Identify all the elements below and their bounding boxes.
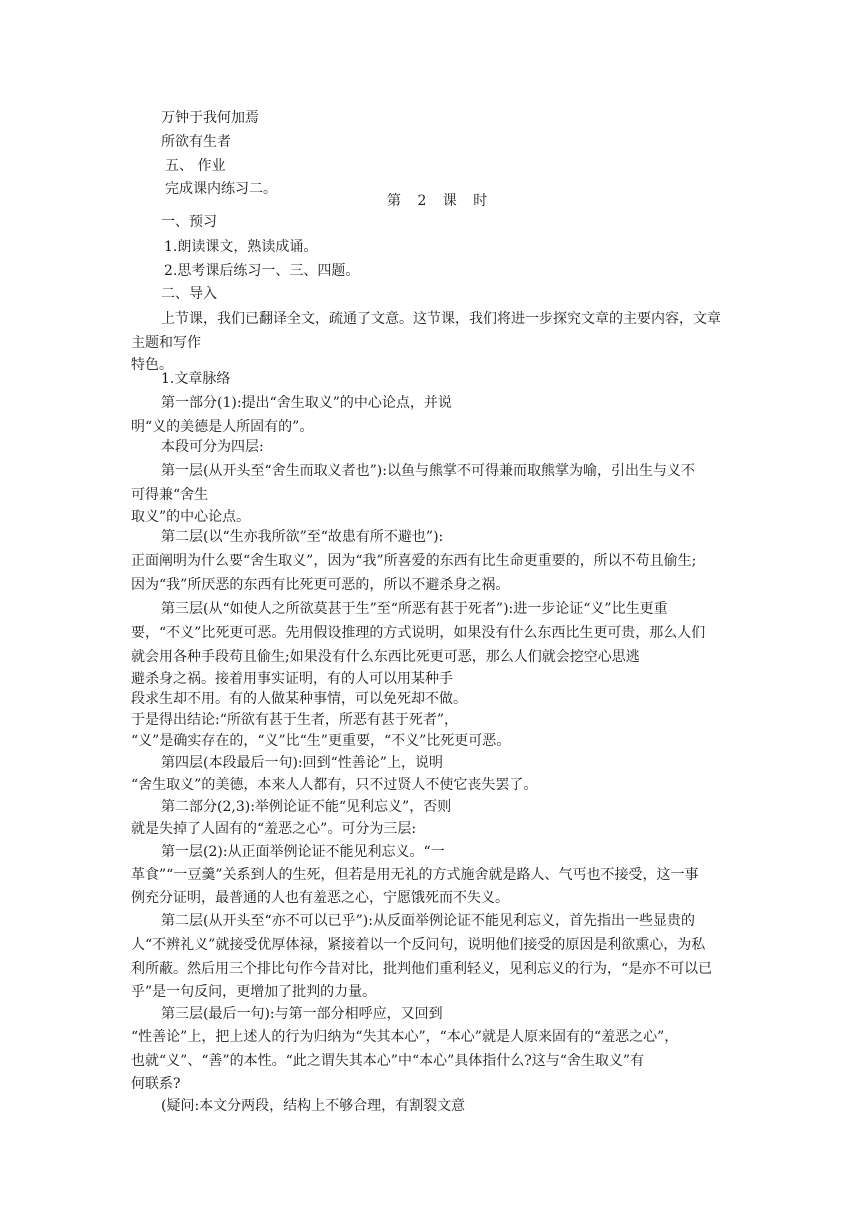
text-line: 第四层(本段最后一句):回到“性善论”上，说明: [161, 755, 443, 771]
text-line: 第一层(从开头至“舍生而取义者也”):以鱼与熊掌不可得兼而取熊掌为喻，引出生与义不: [161, 463, 695, 479]
text-line: 于是得出结论:“所欲有甚于生者，所恶有甚于死者”，: [131, 712, 459, 728]
text-line: “舍生取义”的美德，本来人人都有，只不过贤人不使它丧失罢了。: [131, 777, 538, 793]
text-line: 特色。: [131, 357, 173, 373]
text-line: 主题和写作: [131, 335, 201, 351]
text-line: 就是失掉了人固有的“羞恶之心”。可分为三层:: [131, 821, 417, 837]
text-line: 取义”的中心论点。: [131, 509, 251, 525]
text-line: 也就“义”、“善”的本性。“此之谓失其本心”中“本心”具体指什么?这与“舍生取义”有: [131, 1053, 645, 1069]
text-line: 第一部分(1):提出“舍生取义”的中心论点，并说: [161, 395, 452, 411]
text-line: 段求生却不用。有的人做某种事情，可以免死却不做。: [131, 691, 467, 707]
text-line: 革食”“一豆羹”关系到人的生死，但若是用无礼的方式施舍就是路人、气丐也不接受，这一事: [131, 867, 699, 883]
text-line: 要，“不义”比死更可恶。先用假设推理的方式说明，如果没有什么东西比生更可贵，那么人们: [131, 625, 706, 641]
section-heading: 一、预习: [161, 214, 217, 230]
text-line: 正面阐明为什么要“舍生取义”，因为“我”所喜爱的东西有比生命更重要的，所以不苟且偷生;: [131, 553, 697, 569]
text-line: 上节课，我们已翻译全文，疏通了文意。这节课，我们将进一步探究文章的主要内容，文章: [161, 311, 721, 327]
text-line: 万钟于我何加焉: [161, 110, 259, 126]
text-line: 2.思考课后练习一、三、四题。: [164, 263, 360, 279]
text-line: “义”是确实存在的，“义”比“生”更重要，“不义”比死更可恶。: [131, 733, 511, 749]
lesson-title: 第 2 课 时: [387, 193, 494, 209]
section-heading: 1.文章脉络: [161, 371, 231, 387]
text-line: 1.朗读课文，熟读成诵。: [164, 239, 318, 255]
text-line: 本段可分为四层:: [161, 439, 264, 455]
text-line: 例充分证明，最普通的人也有羞恶之心，宁愿饿死而不失义。: [131, 890, 509, 906]
text-line: 第二层(从开头至“亦不可以已乎”):从反面举例论证不能见利忘义，首先指出一些显贵的: [161, 913, 695, 929]
text-line: 避杀身之祸。接着用事实证明，有的人可以用某种手: [131, 671, 453, 687]
text-line: “性善论”上，把上述人的行为归纳为“失其本心”，“本心”就是人原来固有的“羞恶之心”，: [131, 1029, 679, 1045]
text-line: 第三层(从“如使人之所欲莫甚于生”至“所恶有甚于死者”):进一步论证“义”比生更重: [161, 601, 668, 617]
section-heading: 二、导入: [161, 286, 217, 302]
text-line: 明“义的美德是人所固有的”。: [131, 419, 314, 435]
text-line: 五、 作业: [165, 158, 226, 174]
text-line: 可得兼“舍生: [131, 487, 209, 503]
text-line: 完成课内练习二。: [165, 181, 277, 197]
text-line: 第三层(最后一句):与第一部分相呼应，又回到: [161, 1006, 443, 1022]
text-line: 因为“我”所厌恶的东西有比死更可恶的，所以不避杀身之祸。: [131, 577, 510, 593]
text-line: 乎”是一句反问，更增加了批判的力量。: [131, 984, 377, 1000]
text-line: 所欲有生者: [161, 134, 231, 150]
text-line: 利所蔽。然后用三个排比句作今昔对比，批判他们重利轻义，见利忘义的行为，“是亦不可以已: [131, 961, 713, 977]
text-line: 人“不辨礼义”就接受优厚体禄，紧接着以一个反问句，说明他们接受的原因是利欲熏心，为私: [131, 937, 706, 953]
text-line: 第二层(以“生亦我所欲”至“故患有所不避也”):: [161, 529, 444, 545]
text-line: 第二部分(2,3):举例论证不能“见利忘义”，否则: [161, 799, 452, 815]
text-line: 何联系?: [131, 1076, 181, 1092]
text-line: 第一层(2):从正面举例论证不能见利忘义。“一: [161, 844, 445, 860]
text-line: (疑问:本文分两段，结构上不够合理，有割裂文意: [161, 1098, 466, 1114]
text-line: 就会用各种手段苟且偷生;如果没有什么东西比死更可恶，那么人们就会挖空心思逃: [131, 649, 640, 665]
